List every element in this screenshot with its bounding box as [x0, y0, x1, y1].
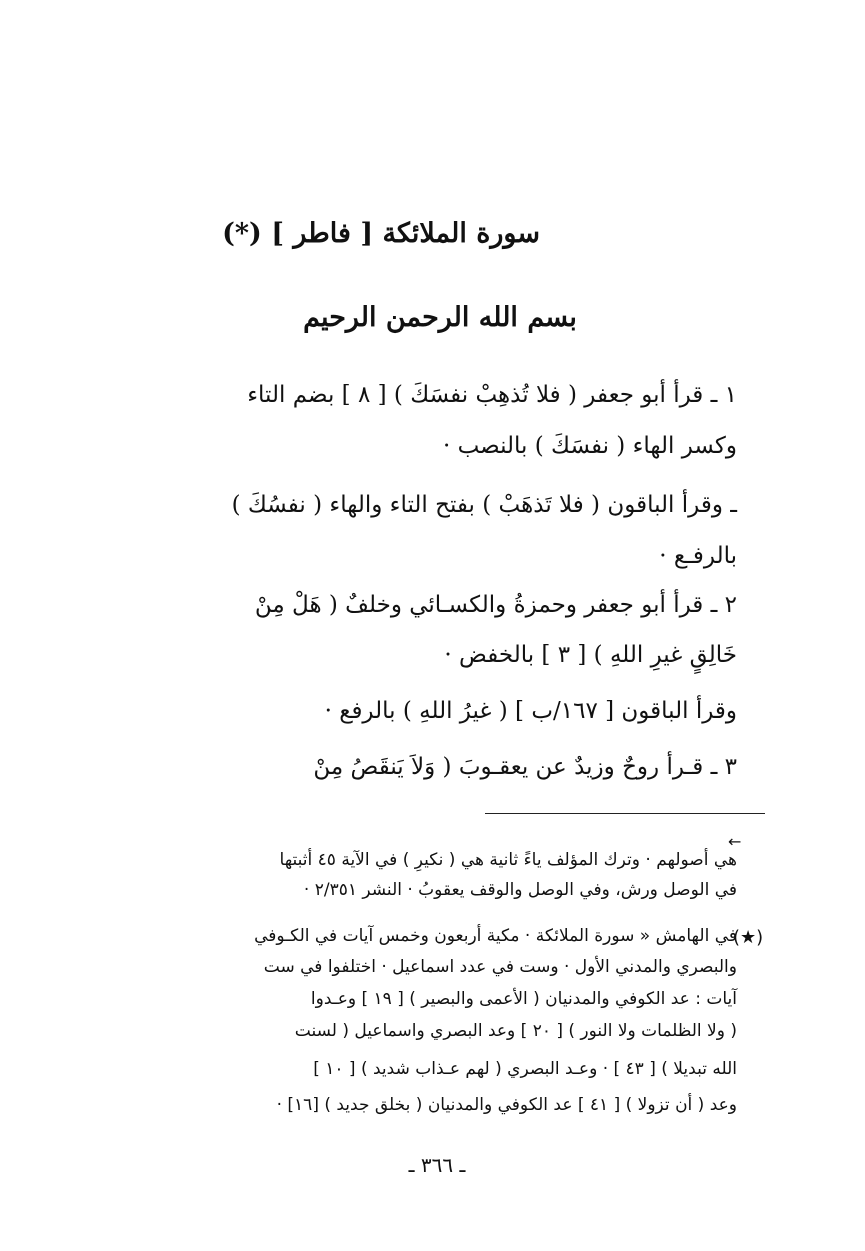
- continuation-arrow-icon: ←: [728, 832, 742, 851]
- footnote-line: ( ولا الظلمات ولا النور ) [ ٢٠ ] وعد البصري واسماعيل ( لسنت: [294, 1021, 737, 1041]
- surah-title: سورة الملائكة [ فاطر ] (*): [222, 218, 540, 249]
- text-line: ٢ ـ قرأ أبو جعفر وحمزةُ والكسـائي وخلفٌ ( هَلْ مِنْ: [254, 592, 737, 618]
- text-line: خَالِقٍ غيرِ اللهِ ) [ ٣ ] بالخفض ·: [444, 642, 737, 668]
- footnote-star-marker: (★): [733, 927, 764, 948]
- text-line: وقرأ الباقون [ ١٦٧/ب ] ( غيرُ اللهِ ) بالرفع ·: [324, 698, 737, 724]
- footnote-line: الله تبديلا ) [ ٤٣ ] · وعـد البصري ( لهم عـذاب شديد ) [ ١٠ ]: [313, 1059, 737, 1079]
- page-number: ـ ٣٦٦ ـ: [408, 1153, 466, 1177]
- text-line: بالرفـع ·: [659, 543, 737, 569]
- footnote-line: والبصري والمدني الأول · وست في عدد اسماعيل · اختلفوا في ست: [263, 957, 737, 977]
- text-line: ـ وقرأ الباقون ( فلا تَذهَبْ ) بفتح التاء والهاء ( نفسُكَ ): [231, 492, 737, 518]
- basmala: بسم الله الرحمن الرحيم: [303, 302, 577, 333]
- footnote-line: وعد ( أن تزولا ) [ ٤١ ] عد الكوفي والمدنيان ( بخلق جديد ) [١٦] ·: [276, 1095, 737, 1115]
- footnote-line: آيات : عد الكوفي والمدنيان ( الأعمى والبصير ) [ ١٩ ] وعـدوا: [310, 989, 737, 1009]
- footnote-line: في الهامش « سورة الملائكة · مكية أربعون وخمس آيات في الكـوفي: [254, 926, 737, 946]
- footnote-line: في الوصل ورش، وفي الوصل والوقف يعقوبُ · النشر ٢/٣٥١ ·: [303, 880, 737, 900]
- text-line: ٣ ـ قـرأ روحٌ وزيدٌ عن يعقـوبَ ( وَلاَ يَنقَصُ مِنْ: [313, 754, 737, 780]
- text-line: ١ ـ قرأ أبو جعفر ( فلا تُذهِبْ نفسَكَ ) [ ٨ ] بضم التاء: [247, 382, 737, 408]
- footnote-line: هي أصولهم · وترك المؤلف ياءً ثانية هي ( نكيرِ ) في الآية ٤٥ أثبتها: [279, 850, 737, 870]
- footnote-divider: [485, 813, 765, 814]
- text-line: وكسر الهاء ( نفسَكَ ) بالنصب ·: [442, 433, 737, 459]
